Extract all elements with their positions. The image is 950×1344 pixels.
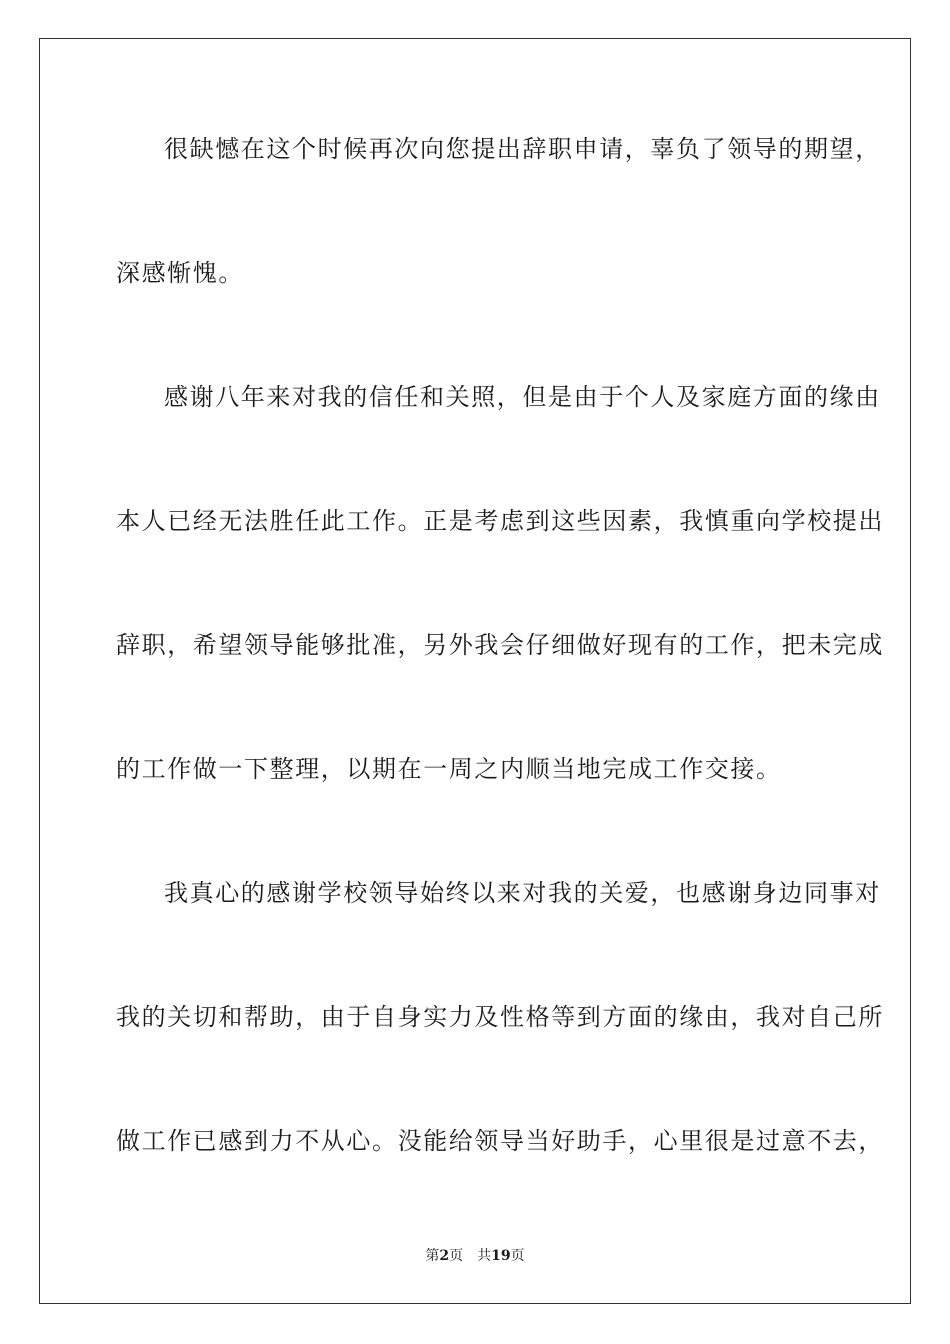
total-suffix: 页 [510,1248,525,1264]
page-border [39,38,911,1304]
paragraph-1-line-2: 深感惭愧。 [116,259,244,287]
paragraph-3-line-1: 我真心的感谢学校领导始终以来对我的关爱，也感谢身边同事对 [164,879,881,907]
paragraph-3-line-3: 做工作已感到力不从心。没能给领导当好助手，心里很是过意不去， [116,1127,884,1155]
paragraph-2-line-1: 感谢八年来对我的信任和关照，但是由于个人及家庭方面的缘由 [164,383,881,411]
page-suffix: 页 [449,1248,464,1264]
page-prefix: 第 [425,1248,440,1264]
paragraph-1-line-1: 很缺憾在这个时候再次向您提出辞职申请，辜负了领导的期望， [164,135,881,163]
page-number: 2 [439,1248,450,1264]
paragraph-2-line-4: 的工作做一下整理，以期在一周之内顺当地完成工作交接。 [116,755,782,783]
paragraph-2-line-3: 辞职，希望领导能够批准，另外我会仔细做好现有的工作，把未完成 [116,631,884,659]
paragraph-2-line-2: 本人已经无法胜任此工作。正是考虑到这些因素，我慎重向学校提出 [116,507,884,535]
page-footer [0,1247,950,1265]
total-pages: 19 [491,1248,511,1264]
paragraph-3-line-2: 我的关切和帮助，由于自身实力及性格等到方面的缘由，我对自己所 [116,1003,884,1031]
total-prefix: 共 [477,1248,492,1264]
